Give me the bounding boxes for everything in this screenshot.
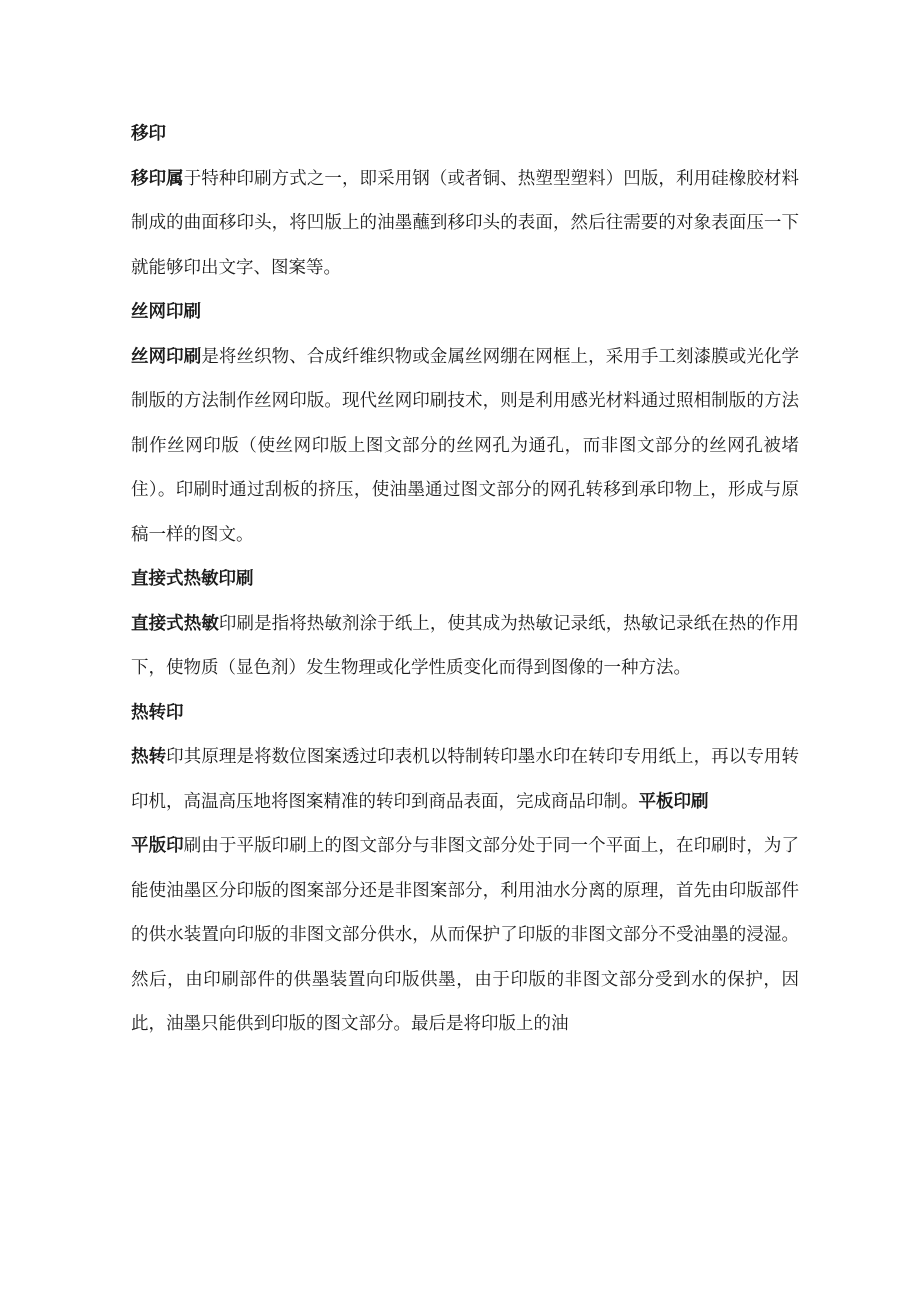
heading-pad-printing: 移印	[131, 124, 166, 144]
paragraph-lithography	[131, 824, 799, 1047]
paragraph-body: 是将丝织物、合成纤维织物或金属丝网绷在网框上，采用手工刻漆膜或光化学制版的方法制作丝网印版。现代丝网印刷技术，则是利用感光材料通过照相制版的方法制作丝网印版（使丝网印版上图文部分的丝网孔为通孔，而非图文部分的丝网孔被堵住）。印刷时通过刮板的挤压，使油墨通过图文部分的网孔转移到承印物上，形成与原稿一样的图文。	[131, 346, 800, 545]
paragraph-heat-transfer	[131, 735, 799, 824]
paragraph-body: 印刷是指将热敏剂涂于纸上，使其成为热敏记录纸，热敏记录纸在热的作用下，使物质（显色剂）发生物理或化学性质变化而得到图像的一种方法。	[131, 613, 799, 678]
lead-term: 平版印	[131, 836, 184, 856]
lead-term: 丝网印刷	[131, 346, 202, 367]
paragraph-pad-printing	[131, 157, 799, 291]
paragraph-screen-printing	[131, 335, 799, 558]
paragraph-body: 印其原理是将数位图案透过印表机以特制转印墨水印在转印专用纸上，再以专用转印机，高温高压地将图案精准的转印到商品表面，完成商品印制。	[131, 747, 800, 812]
lead-term: 热转	[131, 747, 167, 767]
heading-screen-printing: 丝网印刷	[131, 302, 201, 322]
paragraph-body: 刷由于平版印刷上的图文部分与非图文部分处于同一个平面上，在印刷时，为了能使油墨区分印版的图案部分还是非图案部分，利用油水分离的原理，首先由印版部件的供水装置向印版的非图文部分供水，从而保护了印版的非图文部分不受油墨的浸湿。然后，由印刷部件的供墨装置向印版供墨，由于印版的非图文部分受到水的保护，因此，油墨只能供到印版的图文部分。最后是将印版上的油	[131, 836, 800, 1034]
heading-thermal-printing: 直接式热敏印刷	[131, 569, 254, 589]
heading-heat-transfer: 热转印	[131, 702, 184, 723]
document-content	[131, 112, 799, 1047]
lead-term: 移印属	[131, 168, 184, 189]
lead-term: 直接式热敏	[131, 613, 219, 634]
paragraph-thermal-printing	[131, 602, 799, 691]
heading-lithography: 平板印刷	[638, 791, 709, 812]
paragraph-body: 于特种印刷方式之一，即采用钢（或者铜、热塑型塑料）凹版，利用硅橡胶材料制成的曲面移印头，将凹版上的油墨蘸到移印头的表面，然后往需要的对象表面压一下就能够印出文字、图案等。	[131, 168, 800, 278]
